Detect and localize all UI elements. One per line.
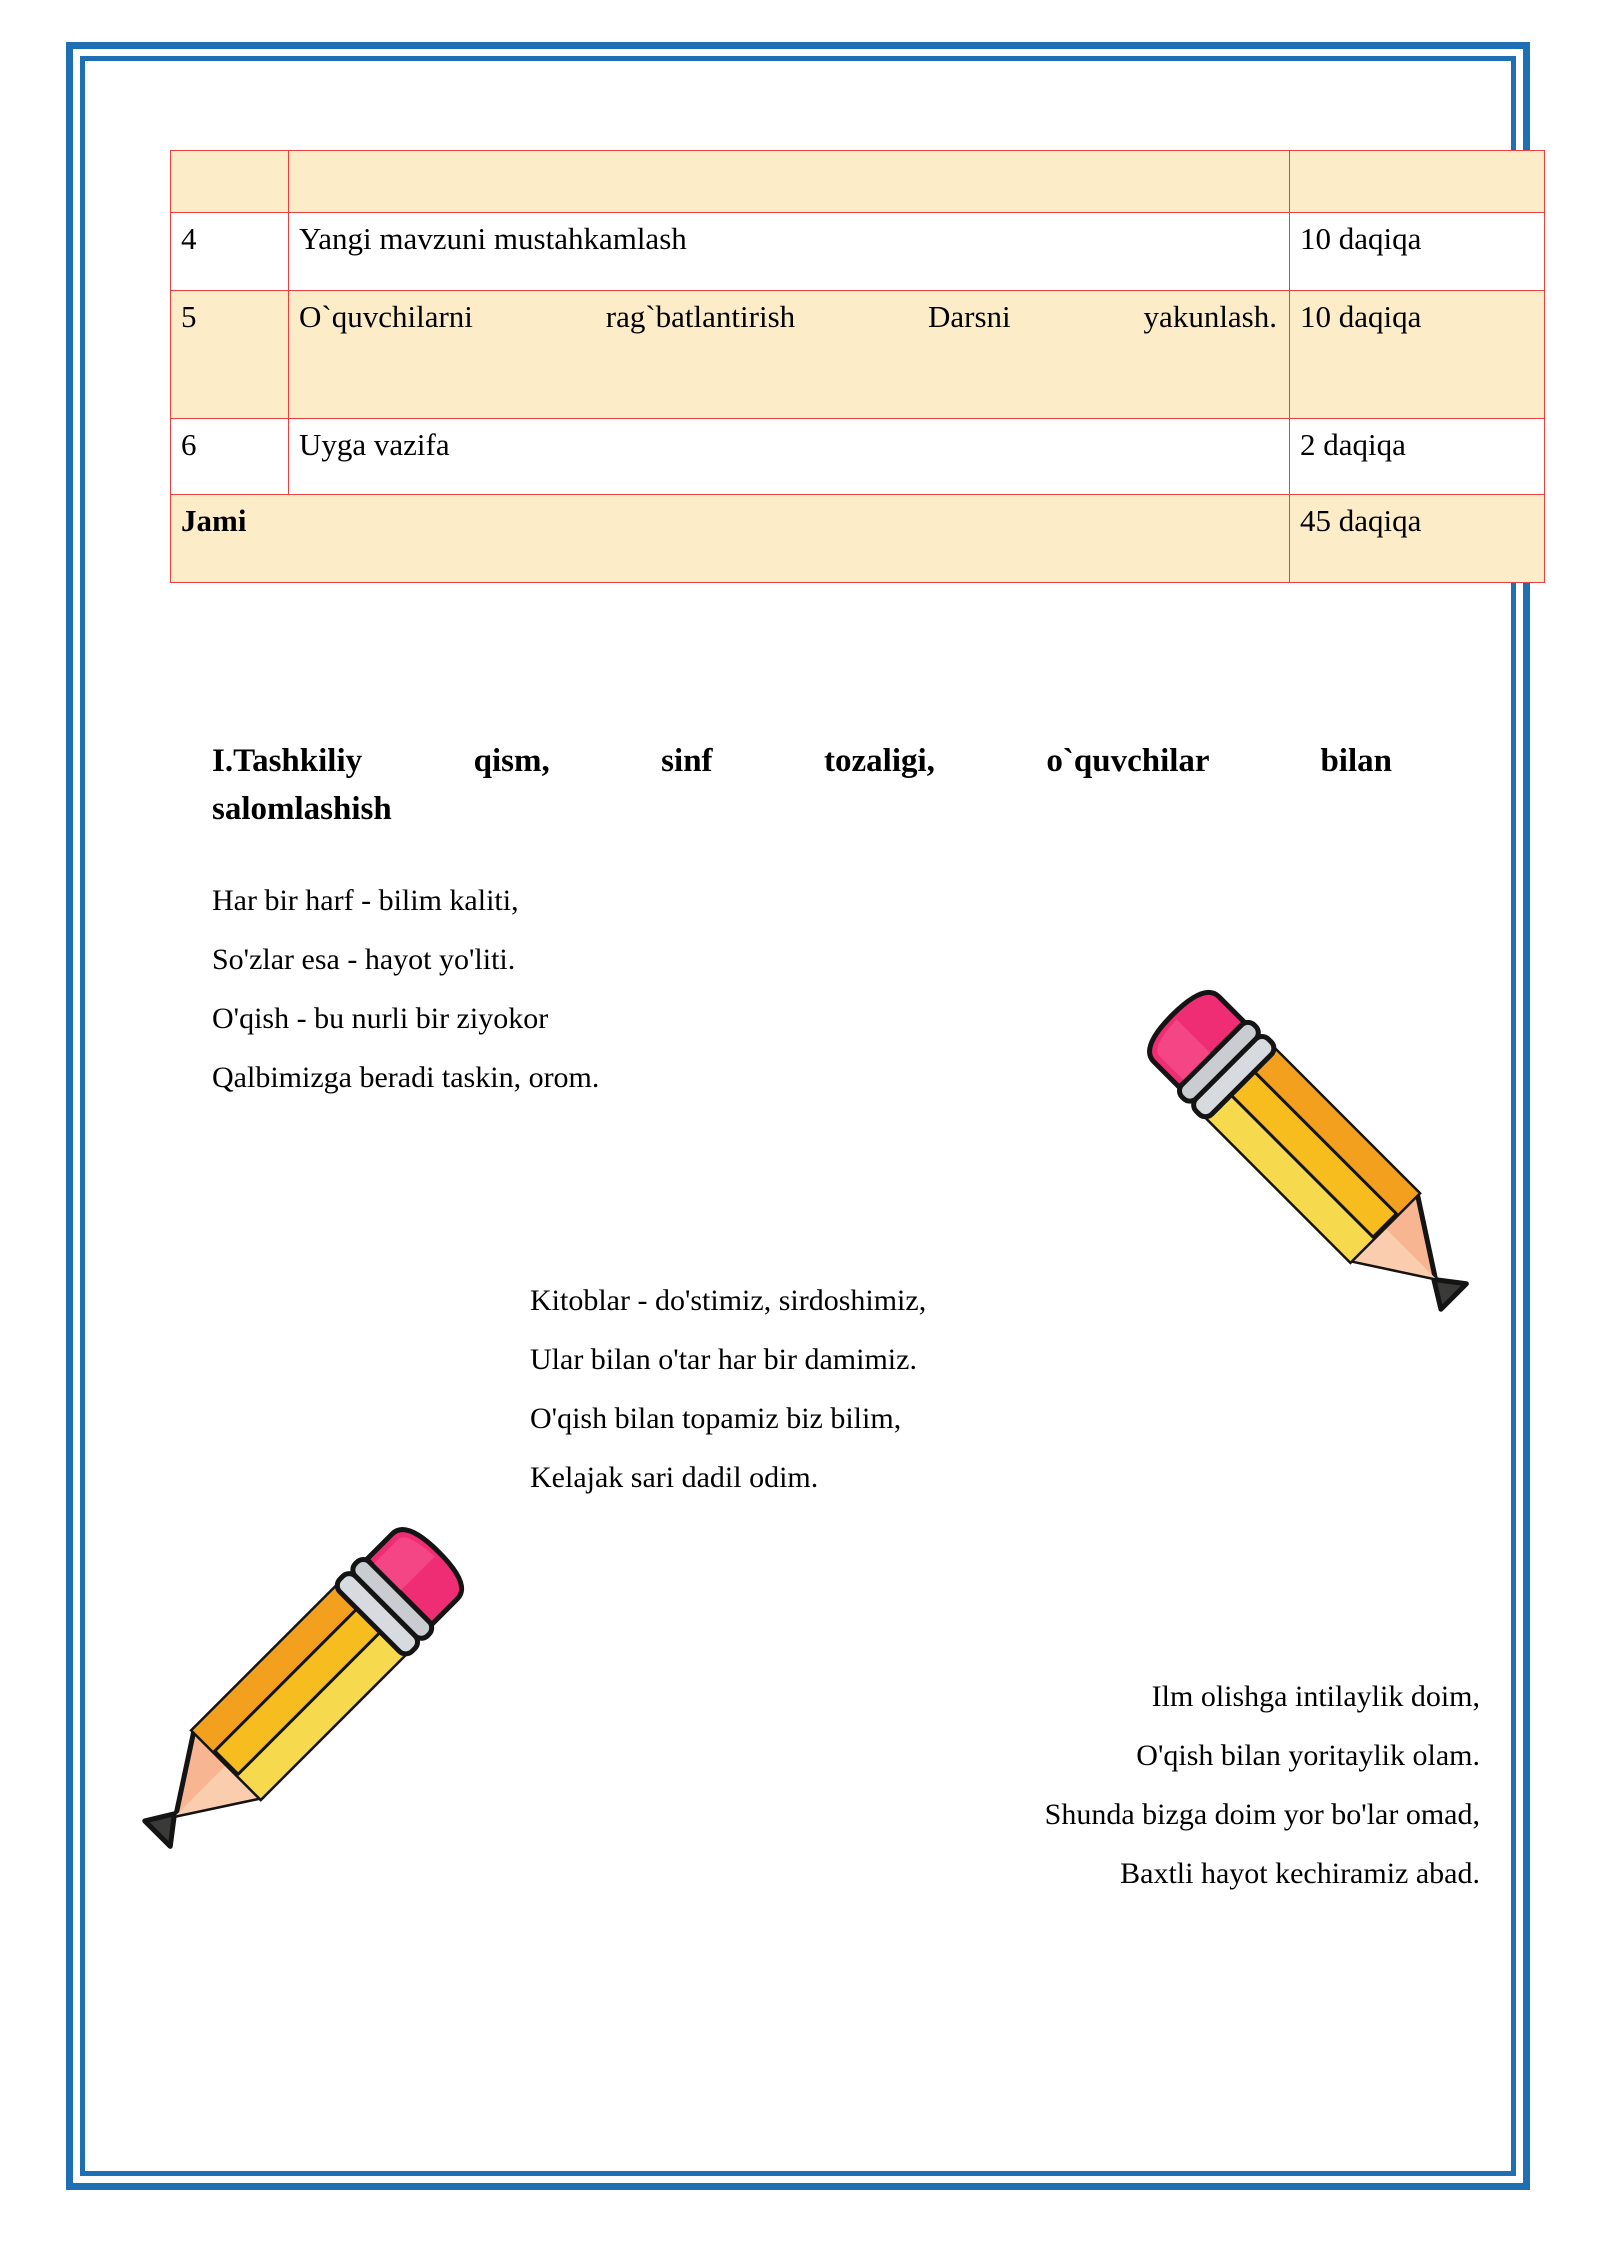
table-row: [171, 213, 1545, 291]
section-heading: [212, 738, 1392, 834]
section-heading-line-1: I.Tashkiliy qism, sinf tozaligi, o`quvchilar bilan: [212, 743, 1392, 779]
lesson-plan-table: [170, 150, 1545, 583]
cell-no: 4: [171, 213, 289, 291]
cell-total-label: Jami: [171, 495, 1290, 583]
poem-line: So'zlar esa - hayot yo'liti.: [212, 943, 516, 976]
section-heading-line-2: salomlashish: [212, 790, 392, 827]
poem-line: Ular bilan o'tar har bir damimiz.: [530, 1343, 917, 1376]
cell-no: 5: [171, 291, 289, 419]
poem-stanza-1: [212, 886, 599, 1122]
poem-line: O'qish - bu nurli bir ziyokor: [212, 1002, 549, 1035]
poem-line: Kitoblar - do'stimiz, sirdoshimiz,: [530, 1284, 927, 1317]
poem-line: Ilm olishga intilaylik doim,: [1151, 1680, 1480, 1713]
cell-time: 2 daqiqa: [1290, 419, 1545, 495]
cell-time: 10 daqiqa: [1290, 291, 1545, 419]
table-row-total: [171, 495, 1545, 583]
cell-no: [171, 151, 289, 213]
poem-line: Baxtli hayot kechiramiz abad.: [1120, 1857, 1480, 1890]
cell-stage: Yangi mavzuni mustahkamlash: [289, 213, 1290, 291]
poem-line: Shunda bizga doim yor bo'lar omad,: [1044, 1798, 1480, 1831]
cell-total-time: 45 daqiqa: [1290, 495, 1545, 583]
poem-line: Har bir harf - bilim kaliti,: [212, 884, 519, 917]
poem-stanza-2: [530, 1286, 926, 1522]
cell-stage: O`quvchilarni rag`batlantirish Darsni yakunlash.: [289, 291, 1290, 419]
pencil-icon: [106, 1478, 506, 1898]
table-row: [171, 419, 1545, 495]
lesson-table-body: [171, 151, 1545, 583]
cell-time: 10 daqiqa: [1290, 213, 1545, 291]
cell-stage: [289, 151, 1290, 213]
cell-no: 6: [171, 419, 289, 495]
cell-time: [1290, 151, 1545, 213]
poem-line: Kelajak sari dadil odim.: [530, 1461, 819, 1494]
table-row: [171, 291, 1545, 419]
poem-stanza-3: [940, 1682, 1480, 1918]
poem-line: O'qish bilan yoritaylik olam.: [1136, 1739, 1480, 1772]
cell-stage: Uyga vazifa: [289, 419, 1290, 495]
pencil-illustration-svg: [106, 1478, 506, 1898]
pencil-icon: [1108, 938, 1508, 1358]
table-row: [171, 151, 1545, 213]
poem-line: O'qish bilan topamiz biz bilim,: [530, 1402, 902, 1435]
poem-line: Qalbimizga beradi taskin, orom.: [212, 1061, 600, 1094]
pencil-illustration-svg: [1108, 938, 1508, 1358]
